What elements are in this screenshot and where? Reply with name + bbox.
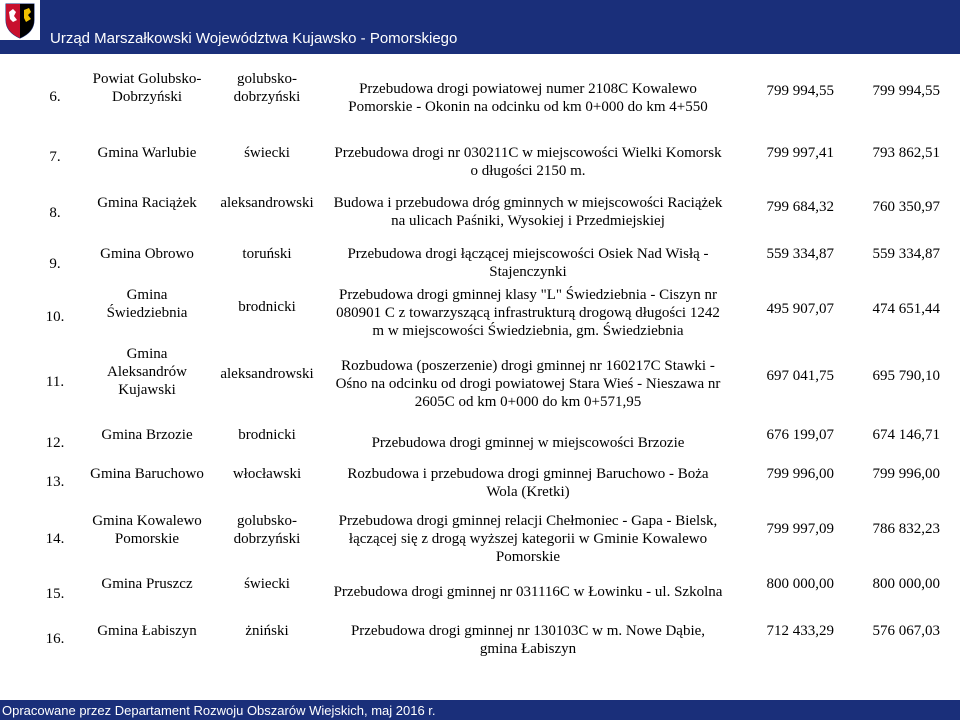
value-eligible-cell: 799 996,00 xyxy=(872,466,940,482)
value-eligible-cell: 474 651,44 xyxy=(872,301,940,317)
row-number: 7. xyxy=(49,149,61,165)
powiat-cell xyxy=(212,426,322,444)
powiat-cell-line: świecki xyxy=(244,145,290,161)
beneficiary-cell xyxy=(82,245,212,263)
project-title-cell-line: Wola (Kretki) xyxy=(486,484,570,500)
beneficiary-cell xyxy=(82,622,212,640)
value-eligible-cell: 576 067,03 xyxy=(872,623,940,639)
project-title-cell-line: Pomorskie xyxy=(495,549,561,565)
beneficiary-cell xyxy=(82,70,212,106)
project-title-cell xyxy=(328,622,728,658)
powiat-cell-line: golubsko- xyxy=(237,513,297,529)
beneficiary-cell-line: Gmina Kowalewo xyxy=(92,513,202,529)
beneficiary-cell xyxy=(82,345,212,399)
powiat-cell xyxy=(212,298,322,316)
beneficiary-cell xyxy=(82,575,212,593)
value-total-cell: 676 199,07 xyxy=(766,427,834,443)
beneficiary-cell xyxy=(82,512,212,548)
kujawsko-pomorskie-coat-of-arms-icon xyxy=(0,0,40,40)
beneficiary-cell-line: Powiat Golubsko- xyxy=(92,71,202,87)
powiat-cell-line: dobrzyński xyxy=(233,89,301,105)
project-title-cell-line: 2605C od km 0+000 do km 0+571,95 xyxy=(414,394,642,410)
powiat-cell xyxy=(212,194,322,212)
project-title-cell xyxy=(328,194,728,230)
footer-text: Opracowane przez Departament Rozwoju Obszarów Wiejskich, maj 2016 r. xyxy=(2,703,436,718)
powiat-cell xyxy=(212,245,322,263)
beneficiary-cell-line: Gmina xyxy=(126,346,168,362)
beneficiary-cell-line: Gmina Baruchowo xyxy=(90,466,204,482)
value-total-cell: 712 433,29 xyxy=(766,623,834,639)
row-number: 10. xyxy=(45,309,65,325)
value-eligible-cell: 800 000,00 xyxy=(872,576,940,592)
value-total-cell: 799 994,55 xyxy=(766,83,834,99)
beneficiary-cell xyxy=(82,144,212,162)
project-title-cell xyxy=(328,465,728,501)
value-eligible-cell: 559 334,87 xyxy=(872,246,940,262)
value-total-cell: 495 907,07 xyxy=(766,301,834,317)
row-number: 15. xyxy=(45,586,65,602)
project-title-cell-line: Przebudowa drogi gminnej relacji Chełmoniec - Gapa - Bielsk, xyxy=(338,513,718,529)
value-total-cell: 799 684,32 xyxy=(766,199,834,215)
project-title-cell xyxy=(328,434,728,452)
project-title-cell-line: gmina Łabiszyn xyxy=(479,641,577,657)
project-title-cell xyxy=(328,286,728,340)
powiat-cell-line: dobrzyński xyxy=(233,531,301,547)
project-title-cell-line: Pomorskie - Okonin na odcinku od km 0+000 do km 4+550 xyxy=(348,99,708,115)
powiat-cell-line: toruński xyxy=(242,246,292,262)
value-eligible-cell: 695 790,10 xyxy=(872,368,940,384)
row-number: 8. xyxy=(49,205,61,221)
project-title-cell-line: Przebudowa drogi gminnej w miejscowości Brzozie xyxy=(371,435,685,451)
row-number: 9. xyxy=(49,256,61,272)
beneficiary-cell-line: Kujawski xyxy=(118,382,176,398)
value-total-cell: 799 997,09 xyxy=(766,521,834,537)
row-number: 6. xyxy=(49,89,61,105)
project-title-cell-line: Rozbudowa i przebudowa drogi gminnej Baruchowo - Boża xyxy=(347,466,709,482)
row-number: 12. xyxy=(45,435,65,451)
project-title-cell xyxy=(328,512,728,566)
project-title-cell xyxy=(328,583,728,601)
powiat-cell-line: aleksandrowski xyxy=(220,195,314,211)
project-title-cell xyxy=(328,144,728,180)
project-title-cell-line: Przebudowa drogi nr 030211C w miejscowości Wielki Komorsk xyxy=(334,145,722,161)
value-total-cell: 799 996,00 xyxy=(766,466,834,482)
powiat-cell xyxy=(212,575,322,593)
project-title-cell-line: Przebudowa drogi łączącej miejscowości Osiek Nad Wisłą - xyxy=(347,246,709,262)
row-number: 14. xyxy=(45,531,65,547)
powiat-cell xyxy=(212,622,322,640)
page-footer xyxy=(0,700,960,720)
project-title-cell-line: łączącej się z drogą wyższej kategorii w Gminie Kowalewo xyxy=(348,531,708,547)
beneficiary-cell-line: Pomorskie xyxy=(114,531,180,547)
powiat-cell xyxy=(212,465,322,483)
beneficiary-cell-line: Aleksandrów xyxy=(107,364,187,380)
value-total-cell: 559 334,87 xyxy=(766,246,834,262)
project-title-cell-line: Przebudowa drogi powiatowej numer 2108C Kowalewo xyxy=(359,81,697,97)
value-eligible-cell: 674 146,71 xyxy=(872,427,940,443)
project-title-cell-line: Rozbudowa (poszerzenie) drogi gminnej nr 160217C Stawki - xyxy=(341,358,715,374)
project-title-cell-line: m w miejscowości Świedziebnia, gm. Świedziebnia xyxy=(372,323,684,339)
powiat-cell-line: świecki xyxy=(244,576,290,592)
value-eligible-cell: 793 862,51 xyxy=(872,145,940,161)
beneficiary-cell-line: Gmina Pruszcz xyxy=(101,576,193,592)
project-title-cell xyxy=(328,245,728,281)
row-number: 11. xyxy=(45,374,65,390)
value-total-cell: 697 041,75 xyxy=(766,368,834,384)
project-title-cell-line: o długości 2150 m. xyxy=(470,163,586,179)
powiat-cell-line: brodnicki xyxy=(238,299,296,315)
powiat-cell-line: golubsko- xyxy=(237,71,297,87)
value-eligible-cell: 760 350,97 xyxy=(872,199,940,215)
beneficiary-cell xyxy=(82,286,212,322)
powiat-cell xyxy=(212,70,322,106)
powiat-cell-line: brodnicki xyxy=(238,427,296,443)
powiat-cell xyxy=(212,512,322,548)
row-number: 13. xyxy=(45,474,65,490)
project-title-cell xyxy=(328,357,728,411)
beneficiary-cell-line: Gmina Raciążek xyxy=(97,195,197,211)
beneficiary-cell-line: Gmina Brzozie xyxy=(101,427,193,443)
beneficiary-cell-line: Świedziebnia xyxy=(106,305,188,321)
beneficiary-cell xyxy=(82,426,212,444)
project-title-cell-line: Ośno na odcinku od drogi powiatowej Stara Wieś - Nieszawa nr xyxy=(335,376,721,392)
value-eligible-cell: 786 832,23 xyxy=(872,521,940,537)
powiat-cell xyxy=(212,365,322,383)
project-title-cell-line: na ulicach Paśniki, Wysokiej i Przedmiejskiej xyxy=(391,213,665,229)
project-title-cell-line: 080901 C z towarzyszącą infrastrukturą drogową długości 1242 xyxy=(336,305,720,321)
project-title-cell-line: Przebudowa drogi gminnej nr 130103C w m. Nowe Dąbie, xyxy=(350,623,706,639)
beneficiary-cell-line: Gmina Obrowo xyxy=(100,246,194,262)
project-title-cell-line: Stajenczynki xyxy=(489,264,567,280)
powiat-cell-line: włocławski xyxy=(232,466,302,482)
beneficiary-cell xyxy=(82,194,212,212)
row-number: 16. xyxy=(45,631,65,647)
value-total-cell: 800 000,00 xyxy=(766,576,834,592)
beneficiary-cell-line: Gmina xyxy=(126,287,168,303)
beneficiary-cell-line: Gmina Łabiszyn xyxy=(97,623,197,639)
value-eligible-cell: 799 994,55 xyxy=(872,83,940,99)
value-total-cell: 799 997,41 xyxy=(766,145,834,161)
beneficiary-cell-line: Dobrzyński xyxy=(112,89,182,105)
project-title-cell xyxy=(328,80,728,116)
page-header xyxy=(0,0,960,54)
beneficiary-cell-line: Gmina Warlubie xyxy=(97,145,197,161)
header-title: Urząd Marszałkowski Województwa Kujawsko - Pomorskiego xyxy=(50,30,458,47)
powiat-cell-line: aleksandrowski xyxy=(220,366,314,382)
beneficiary-cell xyxy=(82,465,212,483)
powiat-cell xyxy=(212,144,322,162)
powiat-cell-line: żniński xyxy=(245,623,289,639)
project-title-cell-line: Przebudowa drogi gminnej nr 031116C w Łowinku - ul. Szkolna xyxy=(333,584,723,600)
project-title-cell-line: Przebudowa drogi gminnej klasy "L" Świedziebnia - Ciszyn nr xyxy=(338,287,717,303)
project-title-cell-line: Budowa i przebudowa dróg gminnych w miejscowości Raciążek xyxy=(333,195,723,211)
